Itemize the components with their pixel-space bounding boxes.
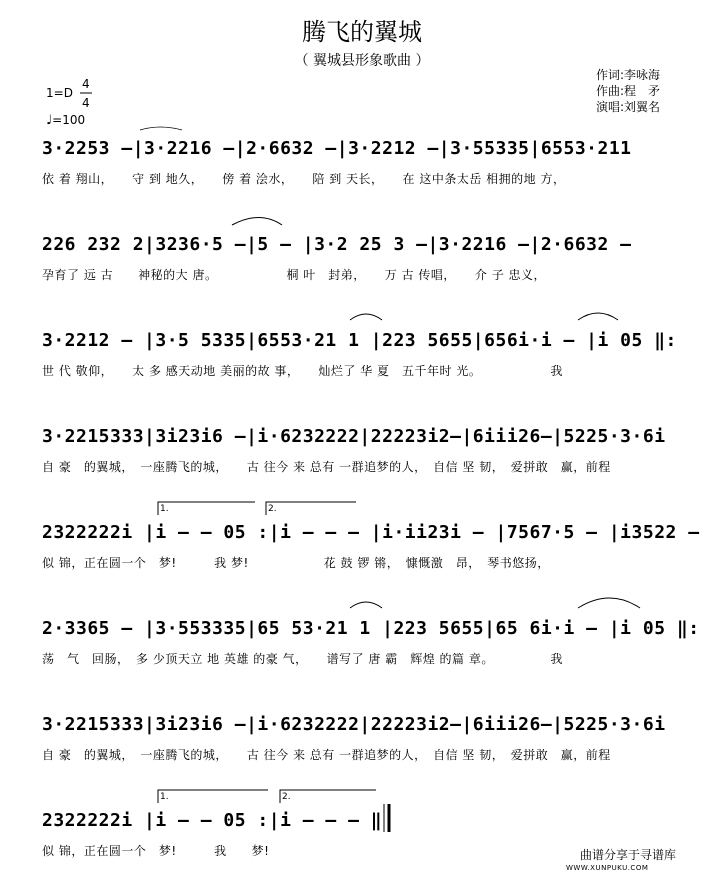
tie-staff-3-b [578, 313, 618, 320]
staff-4-lyrics: 自 豪 的翼城， 一座腾飞的城， 古 往今 来 总有 一群追梦的人， 自信 坚 韧， 爱拼敢 赢，前程 [42, 460, 611, 474]
staff-3-notation: 3·2212 – |3·5 5335|6553·21 1 |223 5655|656i·i – |i 05 ‖: [42, 330, 677, 351]
slur-staff-1 [140, 127, 182, 130]
staff-3-lyrics: 世 代 敬仰， 太 多 感天动地 美丽的故 事， 灿烂了 华 夏 五千年时 光。 我 [42, 364, 563, 378]
staff-6-notation: 2·3365 – |3·553335|65 53·21 1 |223 5655|65 6i·i – |i 05 ‖: [42, 618, 700, 639]
singer-credit: 演唱:刘翼名 [596, 100, 661, 114]
watermark-url: WWW.XUNPUKU.COM [566, 864, 649, 872]
tie-staff-3-a [350, 314, 382, 320]
staff-8-notation: 2322222i |i – – 05 :|i – – – ‖ [42, 810, 383, 831]
staff-1-notation: 3·2253 –|3·2216 –|2·6632 –|3·2212 –|3·55335|6553·211 [42, 138, 632, 159]
volta-2-label: 2. [268, 504, 277, 514]
volta-2-label-final: 2. [282, 792, 291, 802]
staff-7-lyrics: 自 豪 的翼城， 一座腾飞的城， 古 往今 来 总有 一群追梦的人， 自信 坚 韧， 爱拼敢 赢，前程 [42, 748, 611, 762]
slur-staff-2 [232, 218, 282, 226]
tie-staff-6-a [350, 602, 382, 608]
time-signature-denominator: 4 [82, 96, 90, 110]
staff-5-lyrics: 似 锦，正在圆一个 梦! 我 梦! 花 鼓 锣 锵， 慷慨激 昂， 琴书悠扬， [42, 556, 550, 570]
staff-4-notation: 3·2215333|3i23i6 –|i·6232222|22223i2–|6iii26–|5225·3·6i [42, 426, 666, 447]
volta-1-label-final: 1. [160, 792, 169, 802]
volta-1-bracket-final [158, 790, 268, 803]
tempo-value: =100 [52, 113, 86, 127]
staff-8-lyrics: 似 锦，正在圆一个 梦! 我 梦! [42, 844, 270, 858]
tie-staff-6-b [578, 598, 640, 608]
staff-5-notation: 2322222i |i – – 05 :|i – – – |i·ii23i – |7567·5 – |i3522 – [42, 522, 700, 543]
staff-2-notation: 226 232 2|3236·5 –|5 – |3·2 25 3 –|3·2216 –|2·6632 – [42, 234, 632, 255]
volta-1-bracket [158, 502, 255, 515]
volta-2-bracket-final [280, 790, 376, 803]
time-signature-numerator: 4 [82, 77, 90, 91]
staff-2-lyrics: 孕育了 远 古 神秘的大 唐。 桐 叶 封弟， 万 古 传唱， 介 子 忠义， [42, 268, 547, 282]
volta-2-bracket [266, 502, 356, 515]
lyricist-credit: 作词:李咏海 [596, 68, 661, 82]
song-title: 腾飞的翼城 [302, 18, 422, 46]
volta-1-label: 1. [160, 504, 169, 514]
composer-credit: 作曲:程 矛 [596, 84, 661, 98]
watermark-site-name: 曲谱分享于寻谱库 [580, 848, 677, 862]
staff-7-notation: 3·2215333|3i23i6 –|i·6232222|22223i2–|6iii26–|5225·3·6i [42, 714, 666, 735]
staff-1-lyrics: 依 着 翔山， 守 到 地久， 傍 着 浍水， 陪 到 天长， 在 这中条太岳 相拥的地 方， [42, 172, 566, 186]
quarter-note-icon: ♩ [46, 113, 53, 128]
song-subtitle: （ 翼城县形象歌曲 ） [294, 53, 430, 69]
key-signature: 1=D [46, 86, 73, 100]
staff-6-lyrics: 荡 气 回肠， 多 少顶天立 地 英雄 的豪 气， 谱写了 唐 霸 辉煌 的篇 章。 我 [42, 652, 563, 666]
